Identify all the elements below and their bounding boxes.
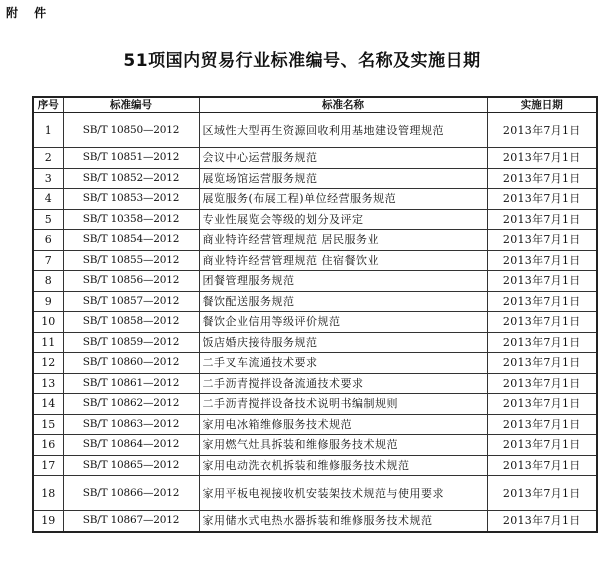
row-number: 8	[33, 271, 63, 292]
standard-name: 展览服务(布展工程)单位经营服务规范	[199, 189, 487, 210]
standard-code: SB/T 10858—2012	[63, 312, 199, 333]
table-row	[33, 148, 597, 169]
row-number: 15	[33, 414, 63, 435]
standard-name: 会议中心运营服务规范	[199, 148, 487, 169]
appendix-label: 附 件	[6, 6, 53, 20]
row-number: 19	[33, 511, 63, 532]
table-row	[33, 373, 597, 394]
row-number: 12	[33, 353, 63, 374]
effective-date: 2013年7月1日	[487, 394, 597, 415]
standard-code: SB/T 10856—2012	[63, 271, 199, 292]
table-row	[33, 455, 597, 476]
standard-name: 家用电冰箱维修服务技术规范	[199, 414, 487, 435]
standard-code: SB/T 10863—2012	[63, 414, 199, 435]
row-number: 3	[33, 168, 63, 189]
standard-code: SB/T 10852—2012	[63, 168, 199, 189]
standard-name: 二手沥青搅拌设备流通技术要求	[199, 373, 487, 394]
effective-date: 2013年7月1日	[487, 435, 597, 456]
table-row	[33, 332, 597, 353]
standard-code: SB/T 10853—2012	[63, 189, 199, 210]
effective-date: 2013年7月1日	[487, 476, 597, 511]
standards-table	[32, 96, 598, 533]
row-number: 4	[33, 189, 63, 210]
row-number: 7	[33, 250, 63, 271]
standard-code: SB/T 10857—2012	[63, 291, 199, 312]
row-number: 11	[33, 332, 63, 353]
table-row	[33, 414, 597, 435]
standard-name: 团餐管理服务规范	[199, 271, 487, 292]
table-row	[33, 476, 597, 511]
standard-code: SB/T 10855—2012	[63, 250, 199, 271]
row-number: 16	[33, 435, 63, 456]
standard-name: 二手沥青搅拌设备技术说明书编制规则	[199, 394, 487, 415]
effective-date: 2013年7月1日	[487, 168, 597, 189]
effective-date: 2013年7月1日	[487, 455, 597, 476]
column-header-date: 实施日期	[487, 97, 597, 113]
standard-code: SB/T 10851—2012	[63, 148, 199, 169]
table-row	[33, 312, 597, 333]
standard-code: SB/T 10859—2012	[63, 332, 199, 353]
standard-code: SB/T 10854—2012	[63, 230, 199, 251]
standard-name: 餐饮企业信用等级评价规范	[199, 312, 487, 333]
standard-name: 专业性展览会等级的划分及评定	[199, 209, 487, 230]
effective-date: 2013年7月1日	[487, 113, 597, 148]
effective-date: 2013年7月1日	[487, 250, 597, 271]
table-row	[33, 394, 597, 415]
effective-date: 2013年7月1日	[487, 148, 597, 169]
effective-date: 2013年7月1日	[487, 291, 597, 312]
effective-date: 2013年7月1日	[487, 271, 597, 292]
row-number: 6	[33, 230, 63, 251]
effective-date: 2013年7月1日	[487, 332, 597, 353]
standard-name: 区域性大型再生资源回收利用基地建设管理规范	[199, 113, 487, 148]
effective-date: 2013年7月1日	[487, 353, 597, 374]
table-row	[33, 189, 597, 210]
standard-name: 商业特许经营管理规范 居民服务业	[199, 230, 487, 251]
effective-date: 2013年7月1日	[487, 414, 597, 435]
row-number: 5	[33, 209, 63, 230]
table-row	[33, 435, 597, 456]
table-row	[33, 250, 597, 271]
effective-date: 2013年7月1日	[487, 189, 597, 210]
row-number: 2	[33, 148, 63, 169]
standard-code: SB/T 10867—2012	[63, 511, 199, 532]
standard-name: 家用储水式电热水器拆装和维修服务技术规范	[199, 511, 487, 532]
effective-date: 2013年7月1日	[487, 511, 597, 532]
standard-code: SB/T 10862—2012	[63, 394, 199, 415]
table-row	[33, 291, 597, 312]
row-number: 9	[33, 291, 63, 312]
standard-code: SB/T 10861—2012	[63, 373, 199, 394]
table-row	[33, 209, 597, 230]
standard-code: SB/T 10865—2012	[63, 455, 199, 476]
table-body	[33, 113, 597, 532]
standard-name: 餐饮配送服务规范	[199, 291, 487, 312]
row-number: 14	[33, 394, 63, 415]
table-header-row	[33, 97, 597, 113]
effective-date: 2013年7月1日	[487, 230, 597, 251]
table-row	[33, 353, 597, 374]
row-number: 18	[33, 476, 63, 511]
effective-date: 2013年7月1日	[487, 209, 597, 230]
standard-code: SB/T 10866—2012	[63, 476, 199, 511]
standard-code: SB/T 10860—2012	[63, 353, 199, 374]
standard-code: SB/T 10850—2012	[63, 113, 199, 148]
column-header-number: 序号	[33, 97, 63, 113]
standard-name: 家用燃气灶具拆装和维修服务技术规范	[199, 435, 487, 456]
table-row	[33, 511, 597, 532]
table-row	[33, 113, 597, 148]
row-number: 1	[33, 113, 63, 148]
effective-date: 2013年7月1日	[487, 373, 597, 394]
standard-name: 家用平板电视接收机安装架技术规范与使用要求	[199, 476, 487, 511]
standard-code: SB/T 10864—2012	[63, 435, 199, 456]
standard-name: 家用电动洗衣机拆装和维修服务技术规范	[199, 455, 487, 476]
standard-code: SB/T 10358—2012	[63, 209, 199, 230]
effective-date: 2013年7月1日	[487, 312, 597, 333]
table-row	[33, 168, 597, 189]
standard-name: 商业特许经营管理规范 住宿餐饮业	[199, 250, 487, 271]
row-number: 17	[33, 455, 63, 476]
standard-name: 展览场馆运营服务规范	[199, 168, 487, 189]
column-header-name: 标准名称	[199, 97, 487, 113]
standard-name: 二手叉车流通技术要求	[199, 353, 487, 374]
table-row	[33, 271, 597, 292]
page-title: 51项国内贸易行业标准编号、名称及实施日期	[123, 51, 481, 71]
row-number: 13	[33, 373, 63, 394]
table-row	[33, 230, 597, 251]
standard-name: 饭店婚庆接待服务规范	[199, 332, 487, 353]
row-number: 10	[33, 312, 63, 333]
column-header-code: 标准编号	[63, 97, 199, 113]
